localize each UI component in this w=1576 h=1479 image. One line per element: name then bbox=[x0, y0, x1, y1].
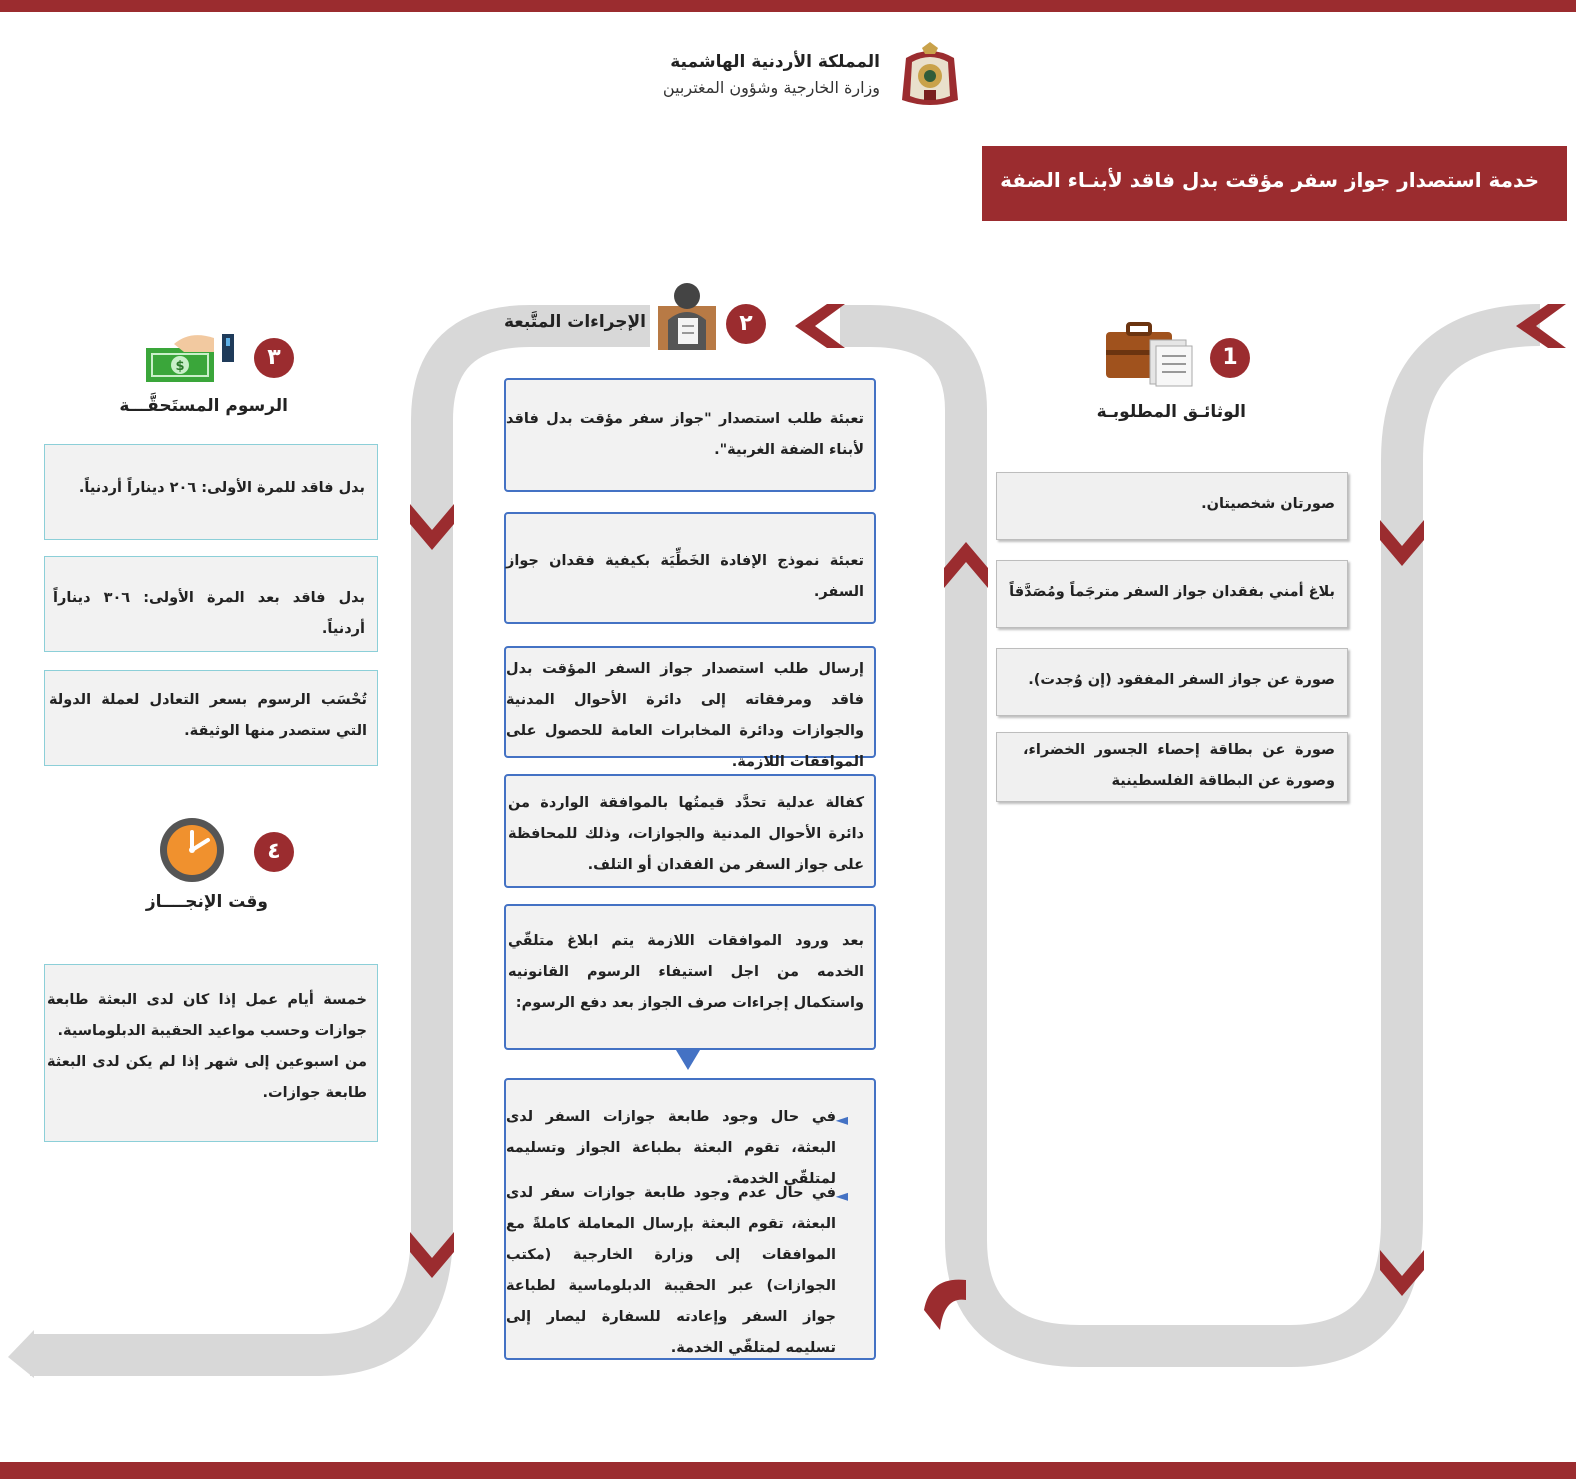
money-hand-icon bbox=[144, 330, 240, 386]
connector-arrow-icon bbox=[676, 1050, 700, 1070]
kingdom-name: المملكة الأردنية الهاشمية bbox=[670, 52, 880, 72]
briefcase-icon bbox=[1104, 322, 1196, 388]
step-number-1: 1 bbox=[1210, 338, 1250, 378]
document-item: بلاغ أمني بفقدان جواز السفر مترجَماً ومُصَدَّقاً bbox=[996, 560, 1348, 628]
procedure-step: كفالة عدلية تحدَّد قيمتُها بالموافقة الواردة من دائرة الأحوال المدنية والجوازات، وذلك للمحافظة على جواز السفر من الفقدان أو التلف. bbox=[504, 774, 876, 888]
procedure-step: تعبئة نموذج الإفادة الخَطِّيَة بكيفية فقدان جواز السفر. bbox=[504, 512, 876, 624]
step-number-2: ٢ bbox=[726, 304, 766, 344]
fee-item: بدل فاقد للمرة الأولى: ٢٠٦ ديناراً أردنياً. bbox=[44, 444, 378, 540]
chevron-left-icon bbox=[795, 304, 845, 348]
procedure-cases: ◄ في حال وجود طابعة جوازات السفر لدى البعثة، تقوم البعثة بطباعة الجواز وتسليمه لمتلقّي الخدمة. ◄ في حال عدم وجود طابعة جوازات سفر لدى البعثة، تقوم البعثة بإرسال المعاملة كاملةً مع الموافقات إلى وزارة الخارجية (مكتب الجوازات) عبر الحقيبة الدبلوماسية لطباعة جواز السفر وإعادته للسفارة ليصار إلى تسليمه لمتلقّي الخدمة. bbox=[504, 1078, 876, 1360]
time-label: وقت الإنجــــاز bbox=[145, 892, 268, 912]
bottom-border-bar bbox=[0, 1462, 1576, 1479]
document-item: صورة عن جواز السفر المفقود (إن وُجدت). bbox=[996, 648, 1348, 716]
person-document-icon bbox=[656, 280, 718, 350]
procedure-step: تعبئة طلب استصدار "جواز سفر مؤقت بدل فاقد لأبناء الضفة الغربية". bbox=[504, 378, 876, 492]
service-title: خدمة استصدار جواز سفر مؤقت بدل فاقد لأبنـاء الضفة bbox=[1000, 168, 1539, 192]
procedures-label: الإجراءات المتَّبعة bbox=[503, 312, 646, 332]
documents-label: الوثائـق المطلوبـة bbox=[1096, 402, 1246, 422]
document-item: صورة عن بطاقة إحصاء الجسور الخضراء، وصورة عن البطاقة الفلسطينية bbox=[996, 732, 1348, 802]
ministry-name: وزارة الخارجية وشؤون المغتربين bbox=[662, 78, 880, 97]
step-number-3: ٣ bbox=[254, 338, 294, 378]
bullet-icon: ◄ bbox=[835, 1110, 848, 1129]
clock-icon bbox=[158, 816, 226, 884]
fee-item: تُحْسَب الرسوم بسعر التعادل لعملة الدولة التي ستصدر منها الوثيقة. bbox=[44, 670, 378, 766]
fees-label: الرسوم المستَحقَّـــة bbox=[119, 396, 288, 416]
procedure-step: بعد ورود الموافقات اللازمة يتم ابلاغ متلقّي الخدمه من اجل استيفاء الرسوم القانونيه واستكمال إجراءات صرف الجواز بعد دفع الرسوم: bbox=[504, 904, 876, 1050]
procedure-step: إرسال طلب استصدار جواز السفر المؤقت بدل فاقد ومرفقاته إلى دائرة الأحوال المدنية والجوازات ودائرة المخابرات العامة للحصول على الموافقات اللازمة. bbox=[504, 646, 876, 758]
document-item: صورتان شخصيتان. bbox=[996, 472, 1348, 540]
bullet-icon: ◄ bbox=[835, 1186, 848, 1205]
svg-text:$: $ bbox=[175, 359, 185, 374]
step-number-4: ٤ bbox=[254, 832, 294, 872]
time-details: خمسة أيام عمل إذا كان لدى البعثة طابعة جوازات وحسب مواعيد الحقيبة الدبلوماسية. من اسبوعين إلى شهر إذا لم يكن لدى البعثة طابعة جوازات. bbox=[44, 964, 378, 1142]
fee-item: بدل فاقد بعد المرة الأولى: ٣٠٦ ديناراً أردنياً. bbox=[44, 556, 378, 652]
